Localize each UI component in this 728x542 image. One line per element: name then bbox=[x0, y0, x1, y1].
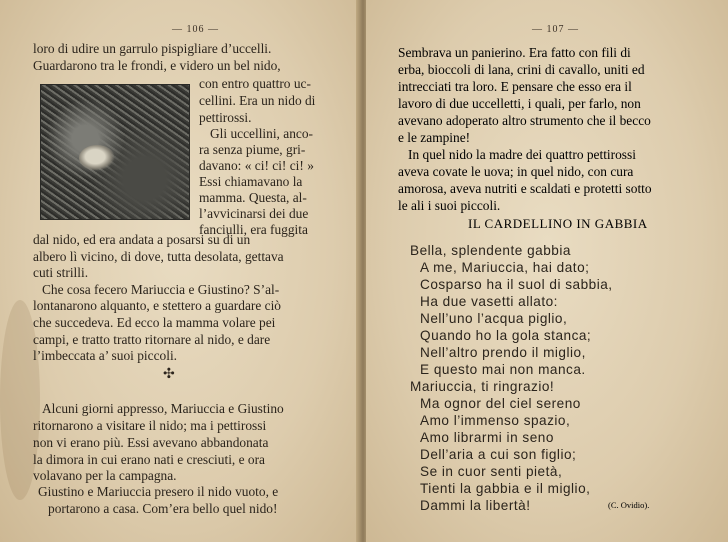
text-line: Essi chiamavano la bbox=[199, 174, 303, 189]
poem-line: Bella, splendente gabbia bbox=[410, 243, 571, 258]
text-line: ritornarono a visitare il nido; ma i pettirossi bbox=[33, 418, 267, 433]
text-line: ra senza piume, gri- bbox=[199, 142, 306, 157]
text-line: campi, e tratto tratto ritornare al nido, e dare bbox=[33, 332, 271, 347]
text-line: portarono a casa. Com’era bello quel nido! bbox=[48, 501, 278, 516]
text-line: intrecciati tra loro. E pensare che esso era il bbox=[398, 79, 632, 94]
text-line: che succedeva. Ed ecco la mamma volare pei bbox=[33, 315, 276, 330]
text-line: aveva covate le uova; in quel nido, con cura bbox=[398, 164, 634, 179]
poem-line: Nell’uno l’acqua piglio, bbox=[420, 311, 568, 326]
poem-line: Mariuccia, ti ringrazio! bbox=[410, 379, 555, 394]
text-line: fanciulli, era fuggita bbox=[199, 222, 308, 237]
text-line: Che cosa fecero Mariuccia e Giustino? S’al- bbox=[42, 282, 280, 297]
text-line: non vi erano più. Essi avevano abbandonata bbox=[33, 435, 269, 450]
text-line: davano: « ci! ci! ci! » bbox=[199, 158, 314, 173]
poem-line: A me, Mariuccia, hai dato; bbox=[420, 260, 590, 275]
text-line: cellini. Era un nido di bbox=[199, 93, 316, 108]
text-line: lontanarono alquanto, e stettero a guardare ciò bbox=[33, 298, 281, 313]
text-line: le ali i suoi piccoli. bbox=[398, 198, 501, 213]
poem-line: E questo mai non manca. bbox=[420, 362, 586, 377]
text-line: l’imbeccata a’ suoi piccoli. bbox=[33, 348, 178, 363]
poem-line: Tienti la gabbia e il miglio, bbox=[420, 481, 591, 496]
text-line: amorosa, aveva nutriti e scaldati e protetti sotto bbox=[398, 181, 652, 196]
poem-line: Ha due vasetti allato: bbox=[420, 294, 558, 309]
text-line: lavoro di due uccelletti, i quali, per farlo, non bbox=[398, 96, 641, 111]
text-line: Gli uccellini, anco- bbox=[210, 126, 313, 141]
text-line: cuti strilli. bbox=[33, 265, 89, 280]
text-line: In quel nido la madre dei quattro pettirossi bbox=[408, 147, 636, 162]
left-page bbox=[0, 0, 361, 542]
text-line: pettirossi. bbox=[199, 110, 252, 125]
text-line: con entro quattro uc- bbox=[199, 76, 311, 91]
poem-line: Se in cuor senti pietà, bbox=[420, 464, 563, 479]
poem-line: Cosparso ha il suol di sabbia, bbox=[420, 277, 613, 292]
page-number-right: — 107 — bbox=[532, 24, 579, 35]
text-line: albero lì vicino, di dove, tutta desolata, gettava bbox=[33, 249, 284, 264]
text-line: dal nido, ed era andata a posarsi su di un bbox=[33, 232, 251, 247]
poem-line: Dell’aria a cui son figlio; bbox=[420, 447, 577, 462]
poem-line: Quando ho la gola stanca; bbox=[420, 328, 592, 343]
poem-line: Nell’altro prendo il miglio, bbox=[420, 345, 586, 360]
text-line: mamma. Questa, al- bbox=[199, 190, 307, 205]
poem-line: Amo l’immenso spazio, bbox=[420, 413, 571, 428]
text-line: la dimora in cui erano nati e cresciuti, e ora bbox=[33, 452, 266, 467]
text-line: l’avvicinarsi dei due bbox=[199, 206, 309, 221]
text-line: loro di udire un garrulo pispigliare d’uccelli. bbox=[33, 41, 272, 56]
text-line: Guardarono tra le frondi, e videro un bel nido, bbox=[33, 58, 281, 73]
bird-figure bbox=[79, 145, 115, 171]
page-number-left: — 106 — bbox=[172, 24, 219, 35]
text-line: Sembrava un panierino. Era fatto con fili di bbox=[398, 45, 631, 60]
text-line: volavano per la campagna. bbox=[33, 468, 177, 483]
ornament-icon: ✣ bbox=[163, 367, 175, 382]
poem-line: Amo librarmi in seno bbox=[420, 430, 554, 445]
poem-title: IL CARDELLINO IN GABBIA bbox=[468, 216, 648, 231]
poem-attribution: (C. Ovidio). bbox=[608, 500, 650, 510]
text-line: Giustino e Mariuccia presero il nido vuoto, e bbox=[38, 484, 279, 499]
text-line: erba, bioccoli di lana, crini di cavallo, uniti ed bbox=[398, 62, 645, 77]
text-line: e le zampine! bbox=[398, 130, 471, 145]
nest-illustration bbox=[40, 84, 190, 220]
poem-line: Dammi la libertà! bbox=[420, 498, 531, 513]
poem-line: Ma ognor del ciel sereno bbox=[420, 396, 581, 411]
text-line: Alcuni giorni appresso, Mariuccia e Giustino bbox=[42, 401, 284, 416]
text-line: avevano adoperato altro strumento che il becco bbox=[398, 113, 651, 128]
